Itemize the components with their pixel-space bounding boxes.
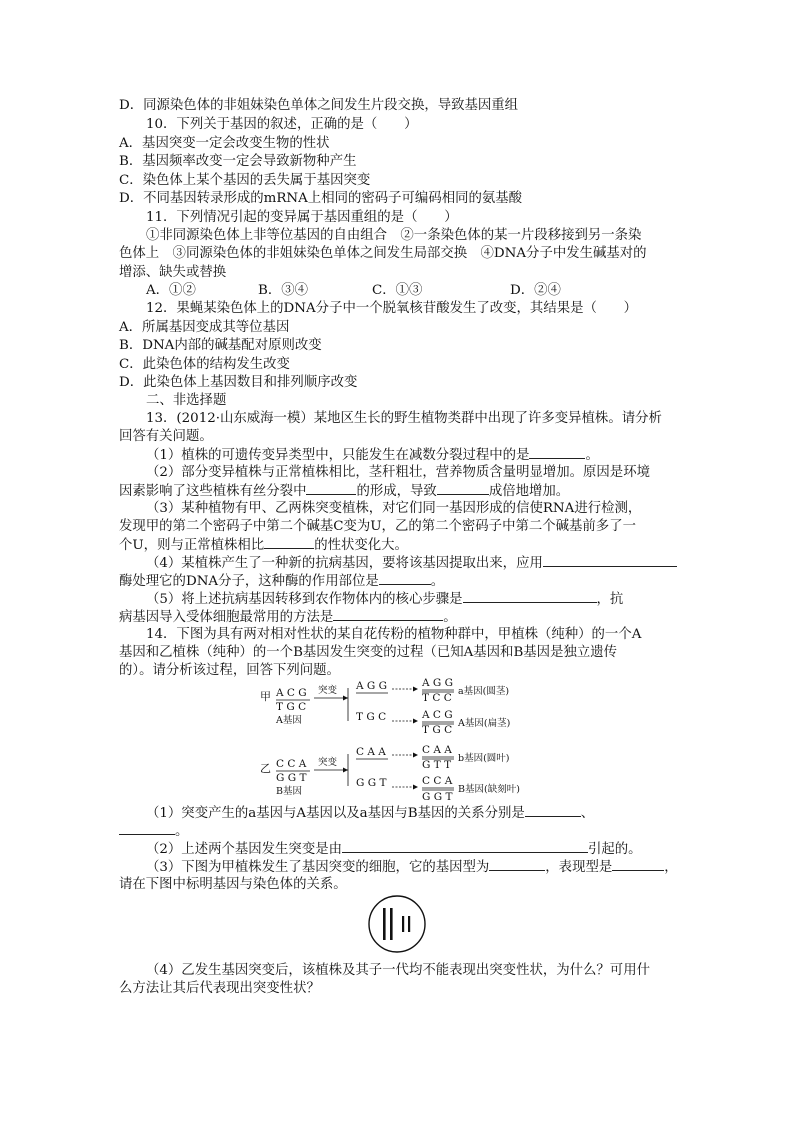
q11-option-c: C．①③ [372,283,423,298]
answer-blank[interactable] [333,608,443,621]
q14-part3-line1: （3）下图为甲植株发生了基因突变的细胞，它的基因型为 ，表现型是 ， [146,860,678,875]
q12-option-a: A．所属基因变成其等位基因 [119,320,290,335]
b2-top-strand: C C A [422,775,453,787]
cell-chromosome-diagram [366,893,428,955]
b1-mid-strand: C A A [356,746,386,758]
q11-option-a: A．①② [146,283,196,298]
b1-top-strand: C A A [422,744,452,756]
A-gene-top-strand: A C G [276,687,307,699]
answer-blank[interactable] [463,590,597,603]
arrowhead [413,753,418,758]
arrowhead [413,719,418,724]
q13-part5-line1: （5）将上述抗病基因转移到农作物体内的核心步骤是 ，抗 [146,592,624,607]
q13-part3-line2: 发现甲的第二个密码子中第二个碱基C变为U，乙的第二个密码子中第二个碱基前多了一 [119,519,636,534]
a1-top-strand: A G G [422,677,454,689]
short-chromosome-right [408,916,410,932]
gene-mutation-diagram [256,676,556,806]
q14-stem-line3: 的）。请分析该过程，回答下列问题。 [119,663,340,678]
q13-stem-line1: 13．(2012·山东威海一模）某地区生长的野生植物类群中出现了许多变异植株。请分析 [146,411,662,426]
q11-option-b: B．③④ [258,283,309,298]
answer-blank[interactable] [525,804,581,817]
A-gene-name: A基因 [276,715,302,726]
section-heading: 二、非选择题 [146,393,227,408]
a2-mid-strand: T G C [356,711,387,723]
answer-blank[interactable] [489,858,545,871]
answer-blank[interactable] [119,822,175,835]
q10-option-a: A．基因突变一定会改变生物的性状 [119,136,330,151]
b1-bottom-strand: G T T [422,759,452,771]
label-yi: 乙 [260,762,271,775]
answer-blank[interactable] [342,840,588,853]
answer-blank[interactable] [543,554,677,567]
q14-part4-line1: （4）乙发生基因突变后，该植株及其子一代均不能表现出突变性状，为什么？可用什 [146,963,650,978]
q13-part4-line2: 酶处理它的DNA分子，这种酶的作用部位是 。 [119,574,445,589]
a2-top-strand: A C G [422,709,453,721]
A-gene-bottom-strand: T G C [276,701,307,713]
q11-line1: ①非同源染色体上非等位基因的自由组合 ②一条染色体的某一片段移接到另一条染 [146,228,642,243]
q13-part4-line1: （4）某植株产生了一种新的抗病基因，要将该基因提取出来，应用 [146,554,677,573]
q14-part3-line2: 请在下图中标明基因与染色体的关系。 [119,877,347,892]
arrowhead [343,696,348,701]
q13-part5-line2: 病基因导入受体细胞最常用的方法是 。 [119,610,457,625]
mutation-label-jia: 突变 [318,685,338,696]
q13-part3-line1: （3）某种植物有甲、乙两株突变植株，对它们同一基因形成的信使RNA进行检测， [146,501,642,516]
b2-gene-label: B基因(缺刻叶) [458,784,520,795]
B-gene-bottom-strand: G G T [276,772,307,784]
q12-option-b: B．DNA内部的碱基配对原则改变 [119,338,322,353]
q12-option-d: D．此染色体上基因数目和排列顺序改变 [119,375,358,390]
q11-line2: 色体上 ③同源染色体的非姐妹染色单体之间发生局部交换 ④DNA分子中发生碱基对的 [119,246,647,261]
answer-blank[interactable] [529,446,585,459]
cell-outline [369,896,425,952]
answer-blank[interactable] [264,536,314,549]
q11-line3: 增添、缺失或替换 [119,265,227,280]
q14-part1-line1: （1）突变产生的a基因与A基因以及a基因与B基因的关系分别是 、 [146,806,595,821]
q10-option-c: C．染色体上某个基因的丢失属于基因突变 [119,173,371,188]
a2-gene-label: A基因(扁茎) [458,718,511,729]
q12-option-c: C．此染色体的结构发生改变 [119,357,290,372]
long-chromosome-right [390,908,393,940]
q13-part3-line3: 个U，则与正常植株相比 的性状变化大。 [119,538,408,553]
a2-bottom-strand: T G C [422,724,453,736]
arrowhead [343,768,348,773]
answer-blank[interactable] [306,482,356,495]
q14-stem-line1: 14．下图为具有两对相对性状的某自花传粉的植物种群中，甲植株（纯种）的一个A [146,627,642,642]
short-chromosome-left [402,916,404,932]
q11-option-d: D．②④ [510,283,561,298]
q11-stem: 11．下列情况引起的变异属于基因重组的是（ ） [146,210,458,225]
mutation-label-yi: 突变 [318,757,338,768]
q10-stem: 10．下列关于基因的叙述，正确的是（ ） [146,117,418,132]
label-jia: 甲 [260,690,271,703]
B-gene-top-strand: C C A [276,758,307,770]
q14-part2: （2）上述两个基因发生突变是由 引起的。 [146,842,642,857]
q10-option-d: D．不同基因转录形成的mRNA上相同的密码子可编码相同的氨基酸 [119,191,523,206]
arrowhead [413,687,418,692]
answer-blank[interactable] [379,572,431,585]
a1-mid-strand: A G G [356,680,388,692]
b1-gene-label: b基因(圆叶) [458,753,510,764]
q13-part2-line1: （2）部分变异植株与正常植株相比，茎秆粗壮，营养物质含量明显增加。原因是环境 [146,465,650,480]
q13-part1: （1）植株的可遗传变异类型中，只能发生在减数分裂过程中的是 。 [146,448,599,463]
q13-part2-line2: 因素影响了这些植株有丝分裂中 的形成，导致 成倍地增加。 [119,484,570,499]
a1-gene-label: a基因(圆茎) [458,686,510,697]
a1-bottom-strand: T C C [422,692,452,704]
B-gene-name: B基因 [276,786,302,797]
long-chromosome-left [383,908,386,940]
q14-stem-line2: 基因和乙植株（纯种）的一个B基因发生突变的过程（已知A基因和B基因是独立遗传 [119,645,618,660]
q12-stem: 12．果蝇某染色体上的DNA分子中一个脱氧核苷酸发生了改变，其结果是（ ） [146,301,638,316]
q14-part1-line2: 。 [119,822,188,841]
arrowhead [413,785,418,790]
q14-part4-line2: 么方法让其后代表现出突变性状？ [119,981,320,996]
q13-stem-line2: 回答有关问题。 [119,429,213,444]
answer-blank[interactable] [612,858,664,871]
answer-blank[interactable] [437,482,489,495]
b2-mid-strand: G G T [356,777,387,789]
q9-option-d: D．同源染色体的非姐妹染色单体之间发生片段交换，导致基因重组 [119,98,519,113]
b2-bottom-strand: G G T [422,791,453,803]
q10-option-b: B．基因频率改变一定会导致新物种产生 [119,154,357,169]
